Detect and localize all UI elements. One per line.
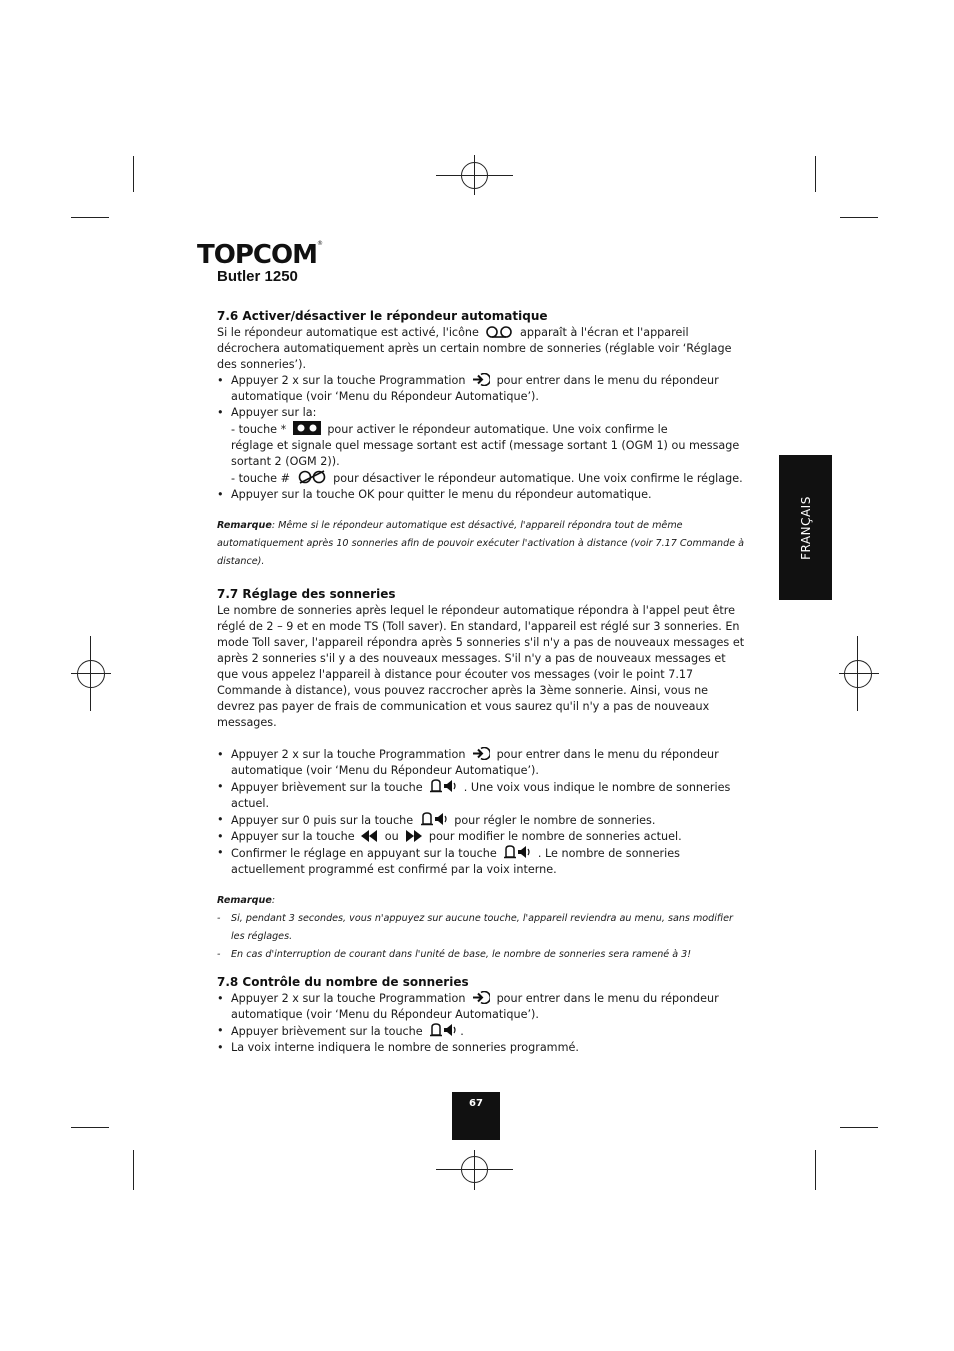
trademark-mark: ® (316, 240, 322, 247)
rewind-icon (361, 830, 378, 842)
section-7-8-list (217, 991, 745, 1056)
arrow-in-icon (472, 747, 490, 760)
brand-logo (197, 240, 322, 270)
list-item: • Appuyer brièvement sur la touche . Une voix vous indique le nombre de sonneries actuel. (217, 779, 745, 812)
bell-speaker-icon (429, 1023, 457, 1037)
section-7-7-note-item: - Si, pendant 3 secondes, vous n'appuyez sur aucune touche, l'appareil reviendra au menu, sans modifier les réglages. (217, 913, 733, 942)
section-title-7-8: 7.8 Contrôle du nombre de sonneries (217, 975, 469, 989)
bell-speaker-icon (503, 845, 531, 859)
list-item: • Appuyer brièvement sur la touche . (217, 1023, 745, 1040)
section-7-7-note-label: Remarque: (217, 895, 276, 906)
section-7-7-note-item: - En cas d'interruption de courant dans l'unité de base, le nombre de sonneries sera ramené à 3! (217, 949, 692, 960)
section-title-7-7: 7.7 Réglage des sonneries (217, 587, 396, 601)
list-item: • Confirmer le réglage en appuyant sur la touche . Le nombre de sonneries actuellement programmé est confirmé par la voix interne. (217, 845, 745, 878)
list-item: • Appuyer sur la touche ou pour modifier le nombre de sonneries actuel. (217, 829, 745, 845)
section-7-6-list (217, 373, 745, 503)
section-7-6-intro: Si le répondeur automatique est activé, l'icône apparaît à l'écran et l'appareil décrochera automatiquement après un certain nombre de sonneries (réglable voir ‘Réglage des sonneries’). (217, 326, 732, 371)
bell-speaker-icon (420, 812, 448, 826)
page-number: 67 (452, 1092, 500, 1140)
arrow-in-icon (472, 991, 490, 1004)
section-7-6-note: Remarque: Même si le répondeur automatique est désactivé, l'appareil répondra tout de même automatiquement après 10 sonneries afin de pouvoir exécuter l'activation à distance (voir 7.17 Commande à distance). (217, 520, 745, 567)
language-tab (779, 455, 832, 600)
list-item: • La voix interne indiquera le nombre de sonneries programmé. (217, 1040, 745, 1056)
page-content (217, 307, 745, 1056)
list-item: • Appuyer 2 x sur la touche Programmation pour entrer dans le menu du répondeur automatique (voir ‘Menu du Répondeur Automatique’). (217, 991, 745, 1023)
bell-speaker-icon (429, 779, 457, 793)
cassette-box-icon (293, 421, 321, 435)
cassette-crossed-icon (297, 470, 327, 484)
section-title-7-6: 7.6 Activer/désactiver le répondeur automatique (217, 309, 548, 323)
section-7-7-list (217, 747, 745, 878)
list-item: • Appuyer 2 x sur la touche Programmation pour entrer dans le menu du répondeur automatique (voir ‘Menu du Répondeur Automatique’). (217, 373, 745, 405)
list-item: • Appuyer sur 0 puis sur la touche pour régler le nombre de sonneries. (217, 812, 745, 829)
model-name: Butler 1250 (217, 268, 298, 285)
brand-name: TOPCOM (197, 240, 317, 270)
list-item: • Appuyer sur la touche OK pour quitter le menu du répondeur automatique. (217, 487, 745, 503)
list-item: • Appuyer 2 x sur la touche Programmation pour entrer dans le menu du répondeur automatique (voir ‘Menu du Répondeur Automatique’). (217, 747, 745, 779)
language-tab-label: FRANÇAIS (798, 495, 813, 560)
list-item: • Appuyer sur la: - touche * pour activer le répondeur automatique. Une voix confirme le réglage et signale quel message sortant est actif (message sortant 1 (OGM 1) ou message sortant 2 (OGM 2)). - touche # pour désactiver le répondeur automatique. Une voix confirme le réglage. (217, 405, 745, 487)
arrow-in-icon (472, 373, 490, 386)
section-7-7-paragraph: Le nombre de sonneries après lequel le répondeur automatique répondra à l'appel peut être réglé de 2 – 9 et en mode TS (Toll saver). En standard, l'appareil est réglé sur 3 sonneries. En mode Toll saver, l'appareil répondra après 5 sonneries s'il n'y a pas de nouveaux messages et après 2 sonneries s'il y a des nouveaux messages. S'il n'y a pas de nouveaux messages et que vous appelez l'appareil à distance pour écouter vos messages (voir le point 7.17 Commande à distance), vous pouvez raccrocher après la 3ème sonnerie. Ainsi, vous ne devrez pas payer de frais de communication et vous saurez qu'il n'y a pas de nouveaux messages. (217, 604, 745, 729)
fast-forward-icon (405, 830, 422, 842)
cassette-icon (485, 326, 513, 338)
